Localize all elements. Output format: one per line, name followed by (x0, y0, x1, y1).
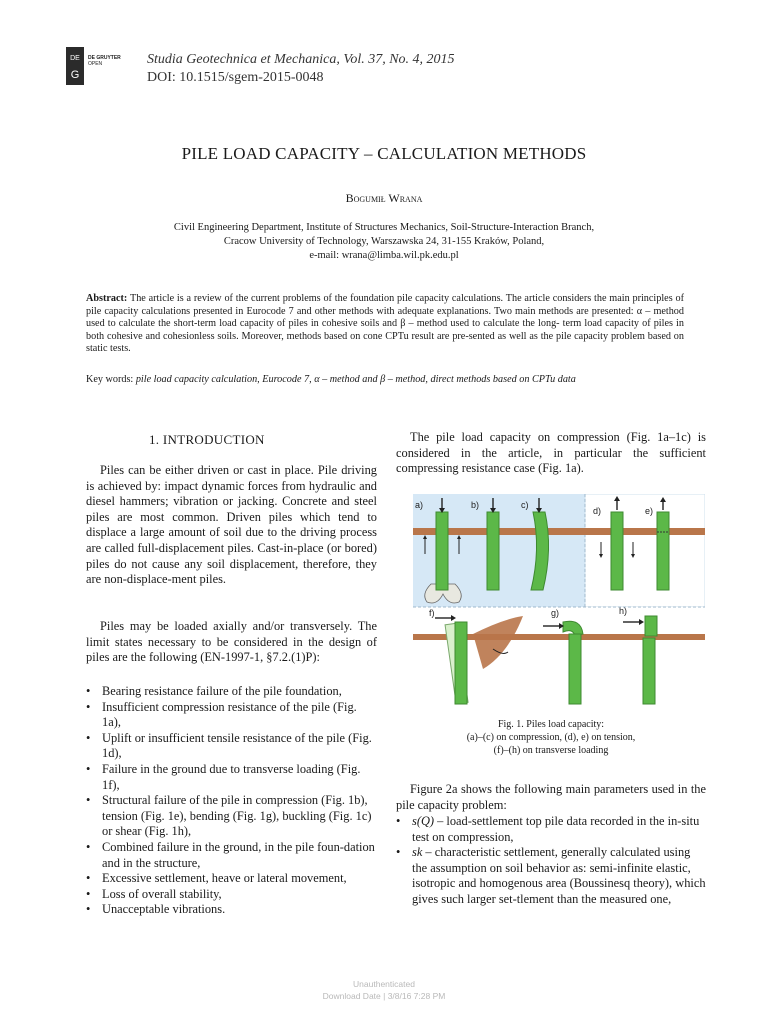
intro-paragraph-2-text: Piles may be loaded axially and/or transversely. The limit states necessary to be considered in the design of piles are the following (EN-1997-1, §7.2.(1)P): (86, 619, 377, 665)
figure-pile-load-capacity (413, 494, 705, 708)
list-item: • Failure in the ground due to transverse loading (Fig. 1f), (86, 762, 377, 793)
list-item: • Uplift or insufficient tensile resistance of the pile (Fig. 1d), (86, 731, 377, 762)
symbol: sk (412, 845, 423, 860)
abstract-label: Abstract: (86, 293, 128, 304)
list-item: • Loss of overall stability, (86, 887, 377, 903)
pile-h (643, 638, 655, 704)
list-item: • Combined failure in the ground, in the pile foun-dation and in the structure, (86, 840, 377, 871)
list-item: • Structural failure of the pile in compression (Fig. 1b), tension (Fig. 1e), bending (Fig. 1g), buckling (Fig. 1c) or shear (Fig. 1h), (86, 793, 377, 840)
list-item-text: – characteristic settlement, generally calculated using the assumption on soil behavior as: semi-infinite elastic, isotropic and homogenous area (Boussinesq theory), which gives such larger set-tlement than the measured one, (412, 845, 706, 906)
abstract-text: The article is a review of the current problems of the foundation pile capacity calculations. The article considers the main principles of pile capacity calculations presented in Eurocode 7 and other methods with adequate explanations. Two main methods are presented: α – method used to calculate the short-term load capacity of piles in cohesive soils and β – method used to calculate the long- term load capacity of piles in both cohesive and cohesionless soils. Moreover, methods based on cone CPTu result are pre-sented as well as the pile capacity problem based on static tests. (86, 293, 684, 355)
list-item (396, 845, 706, 907)
figure-caption-line: Fig. 1. Piles load capacity: (497, 719, 605, 730)
fig-label-a: a) (415, 500, 424, 510)
logo-letters-top: DE (70, 55, 80, 62)
paper-title: PILE LOAD CAPACITY – CALCULATION METHODS (181, 144, 587, 163)
journal-title: Studia Geotechnica et Mechanica, Vol. 37, No. 4, 2015 (147, 52, 455, 67)
pile-b (487, 512, 499, 590)
parameter-list (396, 814, 706, 908)
keywords-label: Key words: (86, 374, 134, 385)
intro-paragraph-2 (86, 619, 377, 666)
affiliation-line: Civil Engineering Department, Institute of Structures Mechanics, Soil-Structure-Interaction Branch, (173, 222, 595, 233)
section-heading: 1. INTRODUCTION (149, 432, 265, 447)
keywords-text: pile load capacity calculation, Eurocode 7, α – method and β – method, direct methods based on CPTu data (135, 374, 576, 385)
col2-paragraph-2 (396, 782, 706, 813)
soil-layer (585, 528, 705, 535)
list-item: • Bearing resistance failure of the pile foundation, (86, 684, 377, 700)
fig-label-c: c) (521, 500, 529, 510)
author: Bogumił Wrana (345, 191, 423, 205)
list-item-text: – load-settlement top pile data recorded in the in-situ test on compression, (412, 814, 700, 844)
download-date: Download Date | 3/8/16 7:28 PM (322, 991, 446, 1001)
pile-e (657, 512, 669, 590)
fig-label-f: f) (429, 608, 435, 618)
publisher-name (88, 55, 121, 67)
fig-label-d: d) (593, 506, 602, 516)
figure-caption-line: (f)–(h) on transverse loading (493, 745, 609, 756)
footer-line: Unauthenticated (353, 979, 415, 989)
fig-label-b: b) (471, 500, 480, 510)
limit-states-list (86, 684, 377, 918)
affiliation-line: Cracow University of Technology, Warszawska 24, 31-155 Kraków, Poland, (223, 236, 545, 247)
fig-label-e: e) (645, 506, 654, 516)
pile-d (611, 512, 623, 590)
footer-watermark (0, 978, 768, 1002)
pile-h-top (645, 616, 657, 636)
logo-letters-bottom: G (70, 69, 80, 81)
col2-paragraph-1 (396, 430, 706, 477)
pile-a (436, 512, 448, 590)
abstract (86, 293, 684, 356)
fig-label-h: h) (619, 606, 628, 616)
list-item: • Excessive settlement, heave or lateral movement, (86, 871, 377, 887)
email: e-mail: wrana@limba.wil.pk.edu.pl (309, 250, 459, 261)
publisher-name-line2: OPEN (88, 61, 103, 67)
col2-paragraph-1-text: The pile load capacity on compression (Fig. 1a–1c) is considered in the article, in particular the sufficient compressing resistance case (Fig. 1a). (396, 430, 706, 476)
list-item: • Unacceptable vibrations. (86, 902, 377, 918)
publisher-logo (66, 47, 84, 85)
fig-label-g: g) (551, 608, 560, 618)
affiliation (0, 221, 768, 263)
symbol: s(Q) (412, 814, 435, 828)
list-item: • Insufficient compression resistance of the pile (Fig. 1a), (86, 700, 377, 731)
intro-paragraph-1-text: Piles can be either driven or cast in place. Pile driving is achieved by: impact dynamic forces from hydraulic and diesel hammers; vibration or jacking. Concrete and steel piles are most common. Driven piles which tend to displace a large amount of soil due to the driving process are called full-displacement piles. Cast-in-place (or bored) piles do not cause any soil displacement, therefore, they are non-displace-ment piles. (86, 463, 377, 587)
list-item (396, 814, 706, 845)
figure-caption-line: (a)–(c) on compression, (d), e) on tension, (466, 732, 636, 743)
figure-caption (396, 718, 706, 757)
pile-g (569, 634, 581, 704)
col2-paragraph-2-text: Figure 2a shows the following main parameters used in the pile capacity problem: (396, 782, 706, 812)
publisher-name-line1: DE GRUYTER (88, 55, 121, 61)
pile-f (455, 622, 467, 704)
intro-paragraph-1 (86, 463, 377, 588)
doi: DOI: 10.1515/sgem-2015-0048 (147, 70, 324, 85)
keywords (86, 374, 684, 385)
